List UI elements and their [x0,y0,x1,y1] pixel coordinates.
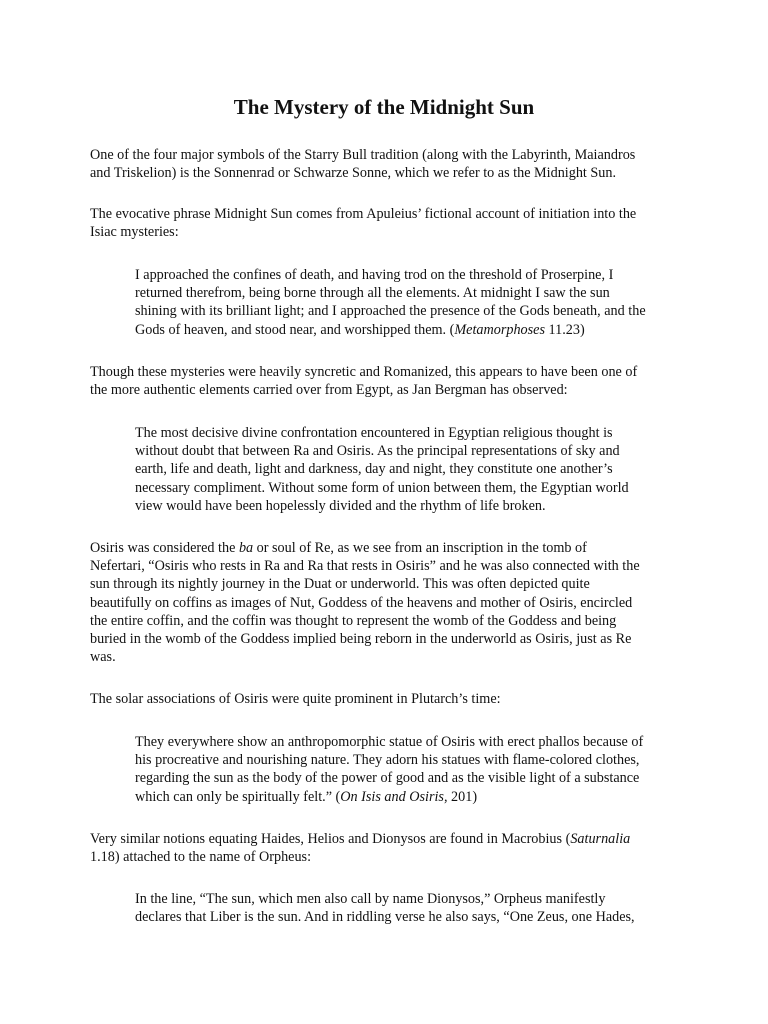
text-line: regarding the sun as the body of the power of good and as the visible light of a substance [135,770,640,787]
paragraph-intro [90,146,682,182]
text-line: returned therefrom, being borne through all the elements. At midnight I saw the sun [135,285,610,302]
text-line: and Triskelion) is the Sonnenrad or Schwarze Sonne, which we refer to as the Midnight Sun. [90,165,617,182]
paragraph-macrobius [90,830,682,866]
text-line: shining with its brilliant light; and I approached the presence of the Gods beneath, and the [135,303,646,320]
text-line: They everywhere show an anthropomorphic statue of Osiris with erect phallos because of [135,734,644,750]
text-line: his procreative and nourishing nature. They adorn his statues with flame-colored clothes, [135,752,640,769]
blockquote-apuleius [135,266,680,339]
text-line: beautifully on coffins as images of Nut, Goddess of the heavens and mother of Osiris, encircled [90,594,633,611]
text-line: earth, life and death, light and darkness, day and night, they constitute one another’s [135,461,613,478]
text-line: The most decisive divine confrontation encountered in Egyptian religious thought is [135,425,613,441]
text-line: the more authentic elements carried over from Egypt, as Jan Bergman has observed: [90,382,568,399]
text-line: without doubt that between Ra and Osiris. As the principal representations of sky and [135,443,620,460]
text-line: buried in the womb of the Goddess implied being reborn in the underworld as Osiris, just as Re [90,631,632,648]
emphasis-term: ba [238,540,254,556]
text-run: 11.23) [545,321,585,338]
text-line: view would have been hopelessly divided and the rhythm of life broken. [135,497,546,514]
text-run: Very similar notions equating Haides, Helios and Dionysos are found in Macrobius ( [90,831,571,847]
paragraph-apuleius [90,205,682,241]
text-run: , 201) [443,788,478,805]
text-line: the entire coffin, and the coffin was thought to represent the womb of the Goddess and being [90,612,617,629]
paragraph-bergman [90,363,682,399]
citation-title: Saturnalia [570,831,631,847]
document-title: The Mystery of the Midnight Sun [233,95,535,119]
text-line [135,788,680,806]
text-line: Though these mysteries were heavily syncretic and Romanized, this appears to have been one of [90,364,638,380]
text-line: I approached the confines of death, and having trod on the threshold of Proserpine, I [135,267,614,283]
text-line: The evocative phrase Midnight Sun comes from Apuleius’ fictional account of initiation into the [90,206,637,222]
text-line: Isiac mysteries: [90,224,179,241]
text-line: The solar associations of Osiris were quite prominent in Plutarch’s time: [90,691,501,707]
text-line [90,830,682,848]
text-run: Osiris was considered the [90,540,239,556]
text-line: sun through its nightly journey in the Duat or underworld. This was often depicted quite [90,576,590,593]
text-line: Nefertari, “Osiris who rests in Ra and Ra that rests in Osiris” and he was also connected with the [90,558,640,575]
text-line: 1.18) attached to the name of Orpheus: [90,849,312,866]
text-line [90,539,682,557]
text-run: Gods of heaven, and stood near, and worshipped them. ( [135,321,455,338]
text-run: or soul of Re, as we see from an inscription in the tomb of [253,540,587,556]
citation-title: Metamorphoses [454,321,545,338]
text-line: In the line, “The sun, which men also call by name Dionysos,” Orpheus manifestly [135,891,606,907]
text-line: One of the four major symbols of the Starry Bull tradition (along with the Labyrinth, Maiandros [90,147,636,163]
citation-title: On Isis and Osiris [340,788,444,805]
text-run: which can only be spiritually felt.” ( [135,788,341,805]
blockquote-orpheus [135,890,680,926]
blockquote-bergman [135,424,680,515]
paragraph-plutarch [90,690,682,708]
blockquote-plutarch [135,733,680,806]
text-line: was. [90,649,116,666]
text-line: declares that Liber is the sun. And in riddling verse he also says, “One Zeus, one Hades, [135,909,635,926]
text-line: necessary compliment. Without some form of union between them, the Egyptian world [135,479,629,496]
text-line [135,321,680,339]
paragraph-osiris [90,539,682,666]
